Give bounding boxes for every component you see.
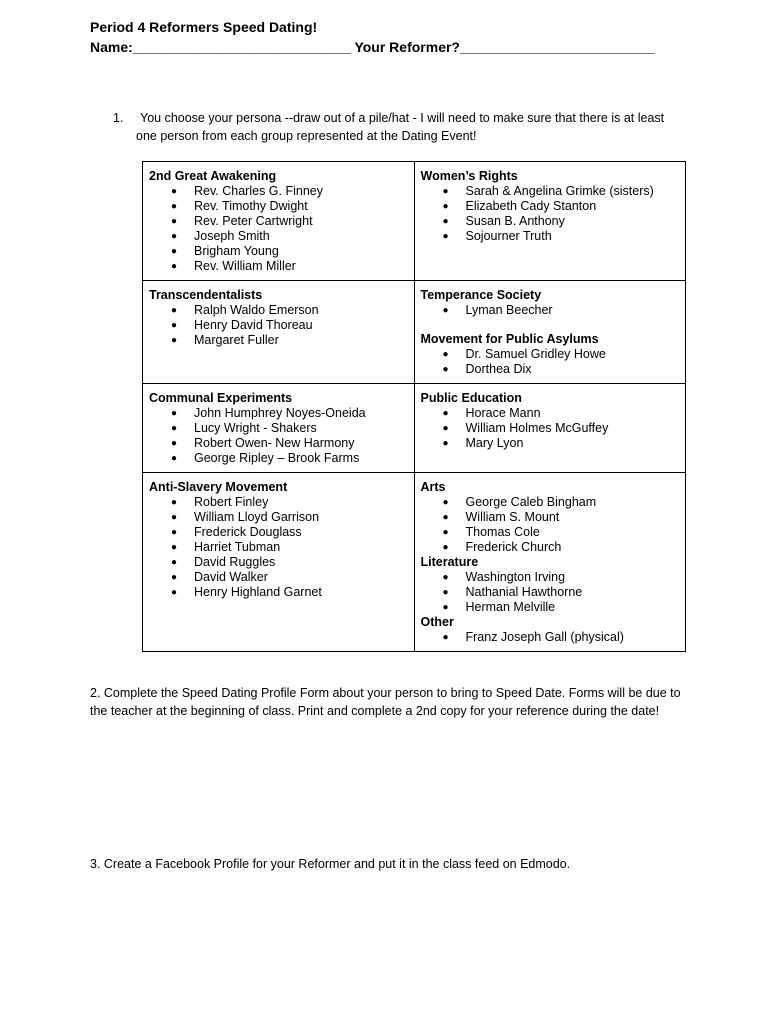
- list-item: [149, 259, 408, 274]
- people-list: [149, 184, 408, 274]
- bullet-icon: ●: [442, 408, 449, 419]
- group: [149, 169, 408, 274]
- list-item: [149, 318, 408, 333]
- bullet-icon: ●: [442, 364, 449, 375]
- bullet-icon: ●: [442, 587, 449, 598]
- bullet-icon: ●: [442, 305, 449, 316]
- list-item: [421, 600, 680, 615]
- list-item: [421, 199, 680, 214]
- name-reformer-line: Name:____________________________ Your Reformer?_________________________: [90, 39, 655, 55]
- list-item: [421, 229, 680, 244]
- group-cell: [414, 384, 686, 473]
- list-item: [149, 229, 408, 244]
- step-2-text: 2. Complete the Speed Dating Profile Form about your person to bring to Speed Date. Forms will be due to the teacher at the beginning of class. Print and complete a 2nd copy for your reference during the date!: [90, 686, 681, 718]
- group-cell: [143, 281, 415, 384]
- person-name: Frederick Church: [465, 540, 562, 554]
- people-list: [149, 406, 408, 466]
- list-item: [421, 184, 680, 199]
- reformer-groups-table: [142, 161, 686, 652]
- group-cell: [414, 473, 686, 652]
- list-item: [421, 436, 680, 451]
- people-list: [421, 184, 680, 244]
- bullet-icon: ●: [171, 231, 178, 242]
- list-item: [149, 199, 408, 214]
- people-list: [421, 303, 680, 318]
- person-name: Elizabeth Cady Stanton: [465, 199, 597, 213]
- person-name: Ralph Waldo Emerson: [194, 303, 319, 317]
- bullet-icon: ●: [171, 527, 178, 538]
- step-1-number: 1.: [113, 111, 124, 125]
- bullet-icon: ●: [442, 216, 449, 227]
- group-heading: Women’s Rights: [420, 169, 518, 183]
- bullet-icon: ●: [171, 453, 178, 464]
- list-item: [149, 495, 408, 510]
- bullet-icon: ●: [171, 261, 178, 272]
- list-item: [149, 333, 408, 348]
- bullet-icon: ●: [442, 542, 449, 553]
- group-cell: [143, 473, 415, 652]
- list-item: [421, 406, 680, 421]
- person-name: David Ruggles: [194, 555, 276, 569]
- list-item: [149, 214, 408, 229]
- table-row: [143, 162, 686, 281]
- bullet-icon: ●: [442, 572, 449, 583]
- people-list: [149, 495, 408, 600]
- list-item: [421, 495, 680, 510]
- table-row: [143, 281, 686, 384]
- person-name: Rev. Peter Cartwright: [194, 214, 313, 228]
- people-list: [421, 495, 680, 555]
- step-1: [113, 109, 683, 145]
- bullet-icon: ●: [171, 438, 178, 449]
- group-heading: 2nd Great Awakening: [149, 169, 277, 183]
- group-heading: Public Education: [420, 391, 522, 405]
- list-item: [421, 362, 680, 377]
- people-list: [421, 406, 680, 451]
- person-name: George Ripley – Brook Farms: [194, 451, 360, 465]
- group-cell: [414, 162, 686, 281]
- person-name: Harriet Tubman: [194, 540, 281, 554]
- bullet-icon: ●: [442, 438, 449, 449]
- bullet-icon: ●: [442, 527, 449, 538]
- list-item: [421, 525, 680, 540]
- list-item: [149, 540, 408, 555]
- group-heading: Movement for Public Asylums: [420, 332, 599, 346]
- bullet-icon: ●: [442, 512, 449, 523]
- bullet-icon: ●: [442, 349, 449, 360]
- group-cell: [143, 384, 415, 473]
- group-heading: Communal Experiments: [149, 391, 293, 405]
- person-name: Margaret Fuller: [194, 333, 279, 347]
- list-item: [149, 570, 408, 585]
- list-item: [421, 630, 680, 645]
- person-name: Herman Melville: [465, 600, 556, 614]
- person-name: Sojourner Truth: [465, 229, 552, 243]
- person-name: David Walker: [194, 570, 268, 584]
- person-name: Lucy Wright - Shakers: [194, 421, 317, 435]
- step-1-text: You choose your persona --draw out of a pile/hat - I will need to make sure that there is at least one person from each group represented at the Dating Event!: [136, 111, 665, 143]
- person-name: Rev. Timothy Dwight: [194, 199, 308, 213]
- person-name: Nathanial Hawthorne: [465, 585, 583, 599]
- list-item: [421, 214, 680, 229]
- bullet-icon: ●: [171, 512, 178, 523]
- person-name: Lyman Beecher: [465, 303, 553, 317]
- person-name: Rev. Charles G. Finney: [194, 184, 323, 198]
- list-item: [149, 451, 408, 466]
- bullet-icon: ●: [442, 497, 449, 508]
- person-name: Henry David Thoreau: [194, 318, 313, 332]
- person-name: Rev. William Miller: [194, 259, 296, 273]
- group-heading: Arts: [420, 480, 446, 494]
- group-heading: Anti-Slavery Movement: [149, 480, 288, 494]
- bullet-icon: ●: [171, 572, 178, 583]
- person-name: William S. Mount: [465, 510, 560, 524]
- table-row: [143, 384, 686, 473]
- group: [421, 391, 680, 451]
- bullet-icon: ●: [171, 587, 178, 598]
- bullet-icon: ●: [171, 542, 178, 553]
- bullet-icon: ●: [442, 231, 449, 242]
- person-name: Dorthea Dix: [465, 362, 532, 376]
- person-name: William Lloyd Garrison: [194, 510, 320, 524]
- list-item: [149, 421, 408, 436]
- people-list: [149, 303, 408, 348]
- bullet-icon: ●: [171, 320, 178, 331]
- person-name: Susan B. Anthony: [465, 214, 565, 228]
- person-name: Henry Highland Garnet: [194, 585, 322, 599]
- list-item: [421, 540, 680, 555]
- bullet-icon: ●: [171, 246, 178, 257]
- list-item: [149, 555, 408, 570]
- table-row: [143, 473, 686, 652]
- list-item: [149, 436, 408, 451]
- list-item: [149, 510, 408, 525]
- bullet-icon: ●: [442, 602, 449, 613]
- group: [421, 555, 680, 615]
- bullet-icon: ●: [171, 557, 178, 568]
- person-name: Brigham Young: [194, 244, 279, 258]
- bullet-icon: ●: [171, 305, 178, 316]
- person-name: Robert Finley: [194, 495, 269, 509]
- person-name: Franz Joseph Gall (physical): [465, 630, 624, 644]
- bullet-icon: ●: [171, 335, 178, 346]
- list-item: [421, 421, 680, 436]
- bullet-icon: ●: [171, 216, 178, 227]
- bullet-icon: ●: [442, 186, 449, 197]
- person-name: Robert Owen- New Harmony: [194, 436, 355, 450]
- group-cell: [143, 162, 415, 281]
- list-item: [149, 184, 408, 199]
- bullet-icon: ●: [442, 632, 449, 643]
- group-heading: Temperance Society: [420, 288, 542, 302]
- person-name: Frederick Douglass: [194, 525, 302, 539]
- person-name: Mary Lyon: [465, 436, 524, 450]
- person-name: John Humphrey Noyes-Oneida: [194, 406, 366, 420]
- list-item: [421, 510, 680, 525]
- list-item: [421, 347, 680, 362]
- group: [421, 332, 680, 377]
- person-name: William Holmes McGuffey: [465, 421, 609, 435]
- step-3-text: 3. Create a Facebook Profile for your Reformer and put it in the class feed on Edmodo.: [90, 857, 571, 871]
- bullet-icon: ●: [171, 497, 178, 508]
- group: [421, 480, 680, 555]
- list-item: [149, 303, 408, 318]
- list-item: [149, 585, 408, 600]
- page-title: Period 4 Reformers Speed Dating!: [90, 19, 318, 35]
- group: [421, 288, 680, 318]
- person-name: Horace Mann: [465, 406, 541, 420]
- people-list: [421, 630, 680, 645]
- group: [149, 288, 408, 348]
- person-name: Thomas Cole: [465, 525, 540, 539]
- group-heading: Literature: [420, 555, 479, 569]
- bullet-icon: ●: [442, 201, 449, 212]
- list-item: [421, 303, 680, 318]
- list-item: [149, 406, 408, 421]
- group: [149, 480, 408, 600]
- list-item: [421, 585, 680, 600]
- group-heading: Transcendentalists: [149, 288, 263, 302]
- list-item: [421, 570, 680, 585]
- bullet-icon: ●: [171, 408, 178, 419]
- bullet-icon: ●: [171, 186, 178, 197]
- person-name: George Caleb Bingham: [465, 495, 597, 509]
- group: [149, 391, 408, 466]
- group-heading: Other: [420, 615, 454, 629]
- bullet-icon: ●: [171, 423, 178, 434]
- group-cell: [414, 281, 686, 384]
- list-item: [149, 244, 408, 259]
- group: [421, 615, 680, 645]
- bullet-icon: ●: [171, 201, 178, 212]
- person-name: Joseph Smith: [194, 229, 270, 243]
- person-name: Sarah & Angelina Grimke (sisters): [465, 184, 654, 198]
- people-list: [421, 570, 680, 615]
- people-list: [421, 347, 680, 377]
- list-item: [149, 525, 408, 540]
- person-name: Dr. Samuel Gridley Howe: [465, 347, 606, 361]
- bullet-icon: ●: [442, 423, 449, 434]
- group: [421, 169, 680, 244]
- person-name: Washington Irving: [465, 570, 566, 584]
